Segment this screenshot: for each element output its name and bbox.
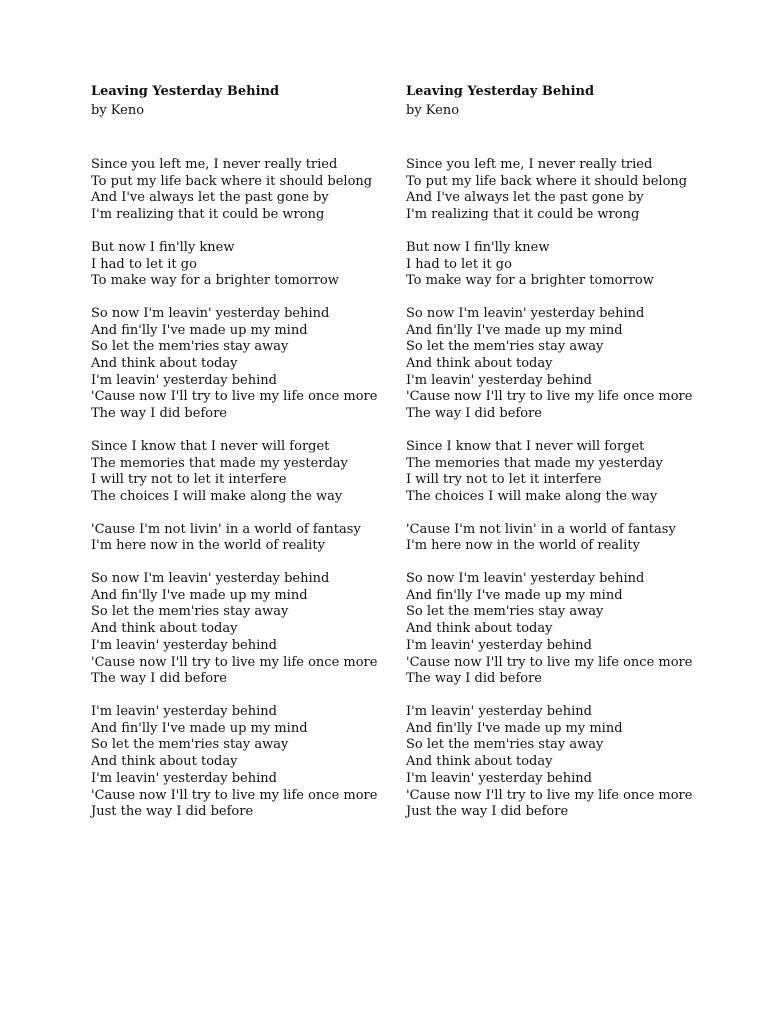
lyric-line: Just the way I did before [91, 804, 254, 820]
lyric-line: To put my life back where it should belong [406, 173, 688, 189]
lyric-line: I'm leavin' yesterday behind [406, 637, 592, 653]
lyric-line: 'Cause now I'll try to live my life once more [406, 389, 693, 405]
stanza-list [91, 157, 391, 821]
lyric-line: The way I did before [406, 406, 542, 422]
stanza [91, 571, 391, 688]
lyric-line: Since I know that I never will forget [406, 438, 645, 454]
lyric-line: I'm leavin' yesterday behind [91, 637, 277, 653]
lyric-line: And fin'lly I've made up my mind [406, 587, 623, 603]
lyric-line: I will try not to let it interfere [91, 472, 287, 488]
lyric-line: To make way for a brighter tomorrow [91, 273, 339, 289]
lyric-line: 'Cause now I'll try to live my life once more [91, 654, 378, 670]
lyric-line: So let the mem'ries stay away [406, 737, 604, 753]
lyric-line: And think about today [406, 754, 553, 770]
lyric-line: The way I did before [91, 671, 227, 687]
lyric-line: So now I'm leavin' yesterday behind [406, 571, 645, 587]
stanza [406, 306, 706, 423]
lyric-line: To put my life back where it should belong [91, 173, 373, 189]
lyric-line: The way I did before [406, 671, 542, 687]
lyric-line: The memories that made my yesterday [406, 455, 663, 471]
lyrics-column-left [91, 83, 391, 837]
lyric-line: And fin'lly I've made up my mind [91, 720, 308, 736]
song-title: Leaving Yesterday Behind [406, 84, 595, 99]
lyric-line: I'm leavin' yesterday behind [406, 372, 592, 388]
stanza [91, 704, 391, 821]
lyric-line: 'Cause I'm not livin' in a world of fantasy [91, 521, 361, 537]
lyric-line: I had to let it go [91, 256, 197, 272]
stanza [406, 240, 706, 290]
lyric-line: I'm leavin' yesterday behind [406, 770, 592, 786]
lyric-line: So let the mem'ries stay away [406, 339, 604, 355]
lyric-line: Just the way I did before [406, 804, 569, 820]
lyric-line: But now I fin'lly knew [406, 239, 550, 255]
lyric-line: I'm leavin' yesterday behind [406, 703, 592, 719]
song-byline: by Keno [406, 103, 460, 118]
lyric-line: The choices I will make along the way [91, 488, 343, 504]
lyric-line: And I've always let the past gone by [406, 190, 644, 206]
stanza [406, 522, 706, 555]
lyric-line: I'm realizing that it could be wrong [91, 207, 325, 223]
lyric-line: I had to let it go [406, 256, 512, 272]
lyric-line: Since I know that I never will forget [91, 438, 330, 454]
lyric-line: The memories that made my yesterday [91, 455, 348, 471]
lyric-line: I'm leavin' yesterday behind [91, 703, 277, 719]
lyric-line: I will try not to let it interfere [406, 472, 602, 488]
lyric-line: 'Cause now I'll try to live my life once more [91, 787, 378, 803]
lyric-line: I'm here now in the world of reality [91, 538, 325, 554]
lyric-line: I'm here now in the world of reality [406, 538, 640, 554]
lyric-line: 'Cause now I'll try to live my life once more [406, 787, 693, 803]
stanza [91, 522, 391, 555]
lyric-line: And fin'lly I've made up my mind [406, 720, 623, 736]
lyric-line: So now I'm leavin' yesterday behind [91, 305, 330, 321]
lyrics-column-right [406, 83, 706, 837]
lyric-line: But now I fin'lly knew [91, 239, 235, 255]
stanza [91, 306, 391, 423]
lyric-line: I'm leavin' yesterday behind [91, 770, 277, 786]
lyric-line: 'Cause now I'll try to live my life once more [91, 389, 378, 405]
stanza [91, 157, 391, 224]
lyric-line: And fin'lly I've made up my mind [91, 587, 308, 603]
stanza [406, 439, 706, 506]
lyric-line: And think about today [91, 754, 238, 770]
lyric-line: And think about today [91, 356, 238, 372]
lyric-line: Since you left me, I never really tried [406, 157, 653, 172]
lyric-line: Since you left me, I never really tried [91, 157, 338, 172]
lyric-line: And fin'lly I've made up my mind [91, 322, 308, 338]
lyric-line: I'm realizing that it could be wrong [406, 207, 640, 223]
lyric-line: So now I'm leavin' yesterday behind [91, 571, 330, 587]
lyric-line: To make way for a brighter tomorrow [406, 273, 654, 289]
stanza [91, 439, 391, 506]
lyric-line: I'm leavin' yesterday behind [91, 372, 277, 388]
lyric-line: So now I'm leavin' yesterday behind [406, 305, 645, 321]
lyric-line: And think about today [406, 621, 553, 637]
lyric-line: The way I did before [91, 406, 227, 422]
song-byline: by Keno [91, 103, 145, 118]
lyric-line: 'Cause I'm not livin' in a world of fantasy [406, 521, 676, 537]
lyric-line: The choices I will make along the way [406, 488, 658, 504]
lyric-line: So let the mem'ries stay away [91, 339, 289, 355]
lyric-line: And fin'lly I've made up my mind [406, 322, 623, 338]
lyric-line: So let the mem'ries stay away [91, 737, 289, 753]
song-title: Leaving Yesterday Behind [91, 84, 280, 99]
lyric-line: So let the mem'ries stay away [406, 604, 604, 620]
lyric-line: And think about today [406, 356, 553, 372]
lyric-line: So let the mem'ries stay away [91, 604, 289, 620]
stanza [406, 157, 706, 224]
lyric-line: 'Cause now I'll try to live my life once more [406, 654, 693, 670]
stanza [91, 240, 391, 290]
stanza [406, 704, 706, 821]
lyric-line: And I've always let the past gone by [91, 190, 329, 206]
lyric-line: And think about today [91, 621, 238, 637]
stanza-list [406, 157, 706, 821]
stanza [406, 571, 706, 688]
